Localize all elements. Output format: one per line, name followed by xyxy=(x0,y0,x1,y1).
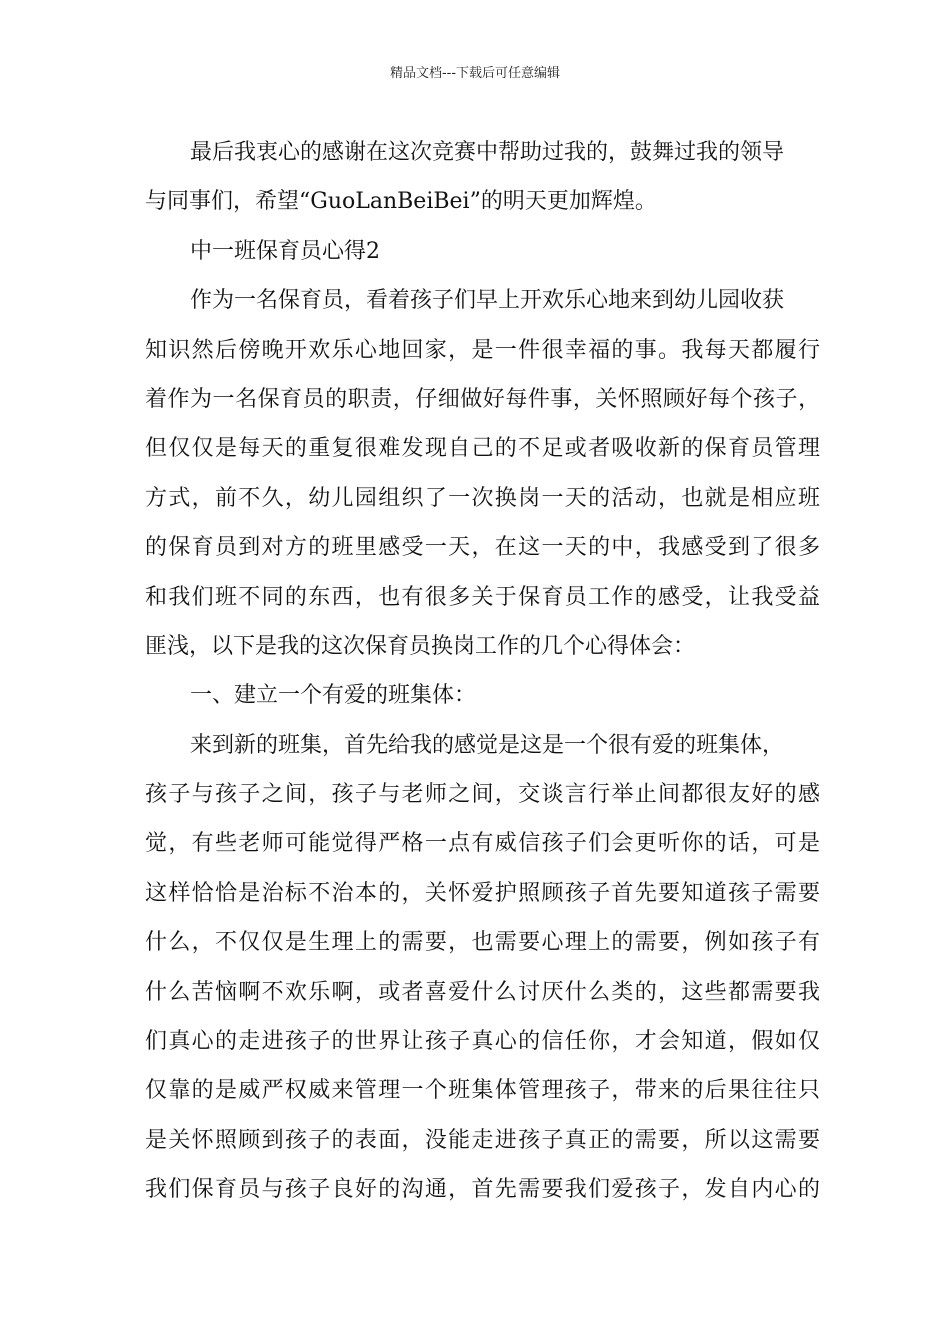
text-line-7: 但仅仅是每天的重复很难发现自己的不足或者吸收新的保育员管理 xyxy=(145,436,822,462)
text-line-1: 最后我衷心的感谢在这次竞赛中帮助过我的，鼓舞过我的领导 xyxy=(190,140,785,165)
text-line-22: 我们保育员与孩子良好的沟通，首先需要我们爱孩子，发自内心的 xyxy=(145,1177,822,1203)
text-line-20: 仅靠的是威严权威来管理一个班集体管理孩子，带来的后果往往只 xyxy=(145,1078,822,1104)
text-line-9: 的保育员到对方的班里感受一天，在这一天的中，我感受到了很多 xyxy=(145,535,822,561)
text-line-11: 匪浅，以下是我的这次保育员换岗工作的几个心得体会： xyxy=(145,633,696,659)
text-line-4: 作为一名保育员，看着孩子们早上开欢乐心地来到幼儿园收获 xyxy=(190,288,785,314)
page-header: 精品文档---下载后可任意编辑 xyxy=(389,66,561,81)
text-line-19: 们真心的走进孩子的世界让孩子真心的信任你，才会知道，假如仅 xyxy=(145,1029,822,1055)
text-line-18: 什么苦恼啊不欢乐啊，或者喜爱什么讨厌什么类的，这些都需要我 xyxy=(145,979,822,1005)
text-line-6: 着作为一名保育员的职责，仔细做好每件事，关怀照顾好每个孩子， xyxy=(145,386,821,412)
text-line-8: 方式，前不久，幼儿园组织了一次换岗一天的活动，也就是相应班 xyxy=(145,485,822,511)
text-line-10: 和我们班不同的东西，也有很多关于保育员工作的感受，让我受益 xyxy=(145,584,822,610)
text-line-17: 什么，不仅仅是生理上的需要，也需要心理上的需要，例如孩子有 xyxy=(145,930,822,956)
text-line-15: 觉，有些老师可能觉得严格一点有威信孩子们会更听你的话，可是 xyxy=(145,831,822,857)
text-line-5: 知识然后傍晚开欢乐心地回家，是一件很幸福的事。我每天都履行 xyxy=(145,337,822,363)
section-heading: 中一班保育员心得2 xyxy=(190,238,380,264)
text-line-13: 来到新的班集，首先给我的感觉是这是一个很有爱的班集体， xyxy=(190,732,785,758)
text-line-16: 这样恰恰是治标不治本的，关怀爱护照顾孩子首先要知道孩子需要 xyxy=(145,880,822,906)
subsection-heading: 一、建立一个有爱的班集体： xyxy=(190,683,477,709)
document-body xyxy=(145,128,820,1215)
text-line-2: 与同事们，希望“GuoLanBeiBei”的明天更加辉煌。 xyxy=(145,189,657,215)
text-line-21: 是关怀照顾到孩子的表面，没能走进孩子真正的需要，所以这需要 xyxy=(145,1127,822,1153)
text-line-14: 孩子与孩子之间，孩子与老师之间，交谈言行举止间都很友好的感 xyxy=(145,782,822,808)
